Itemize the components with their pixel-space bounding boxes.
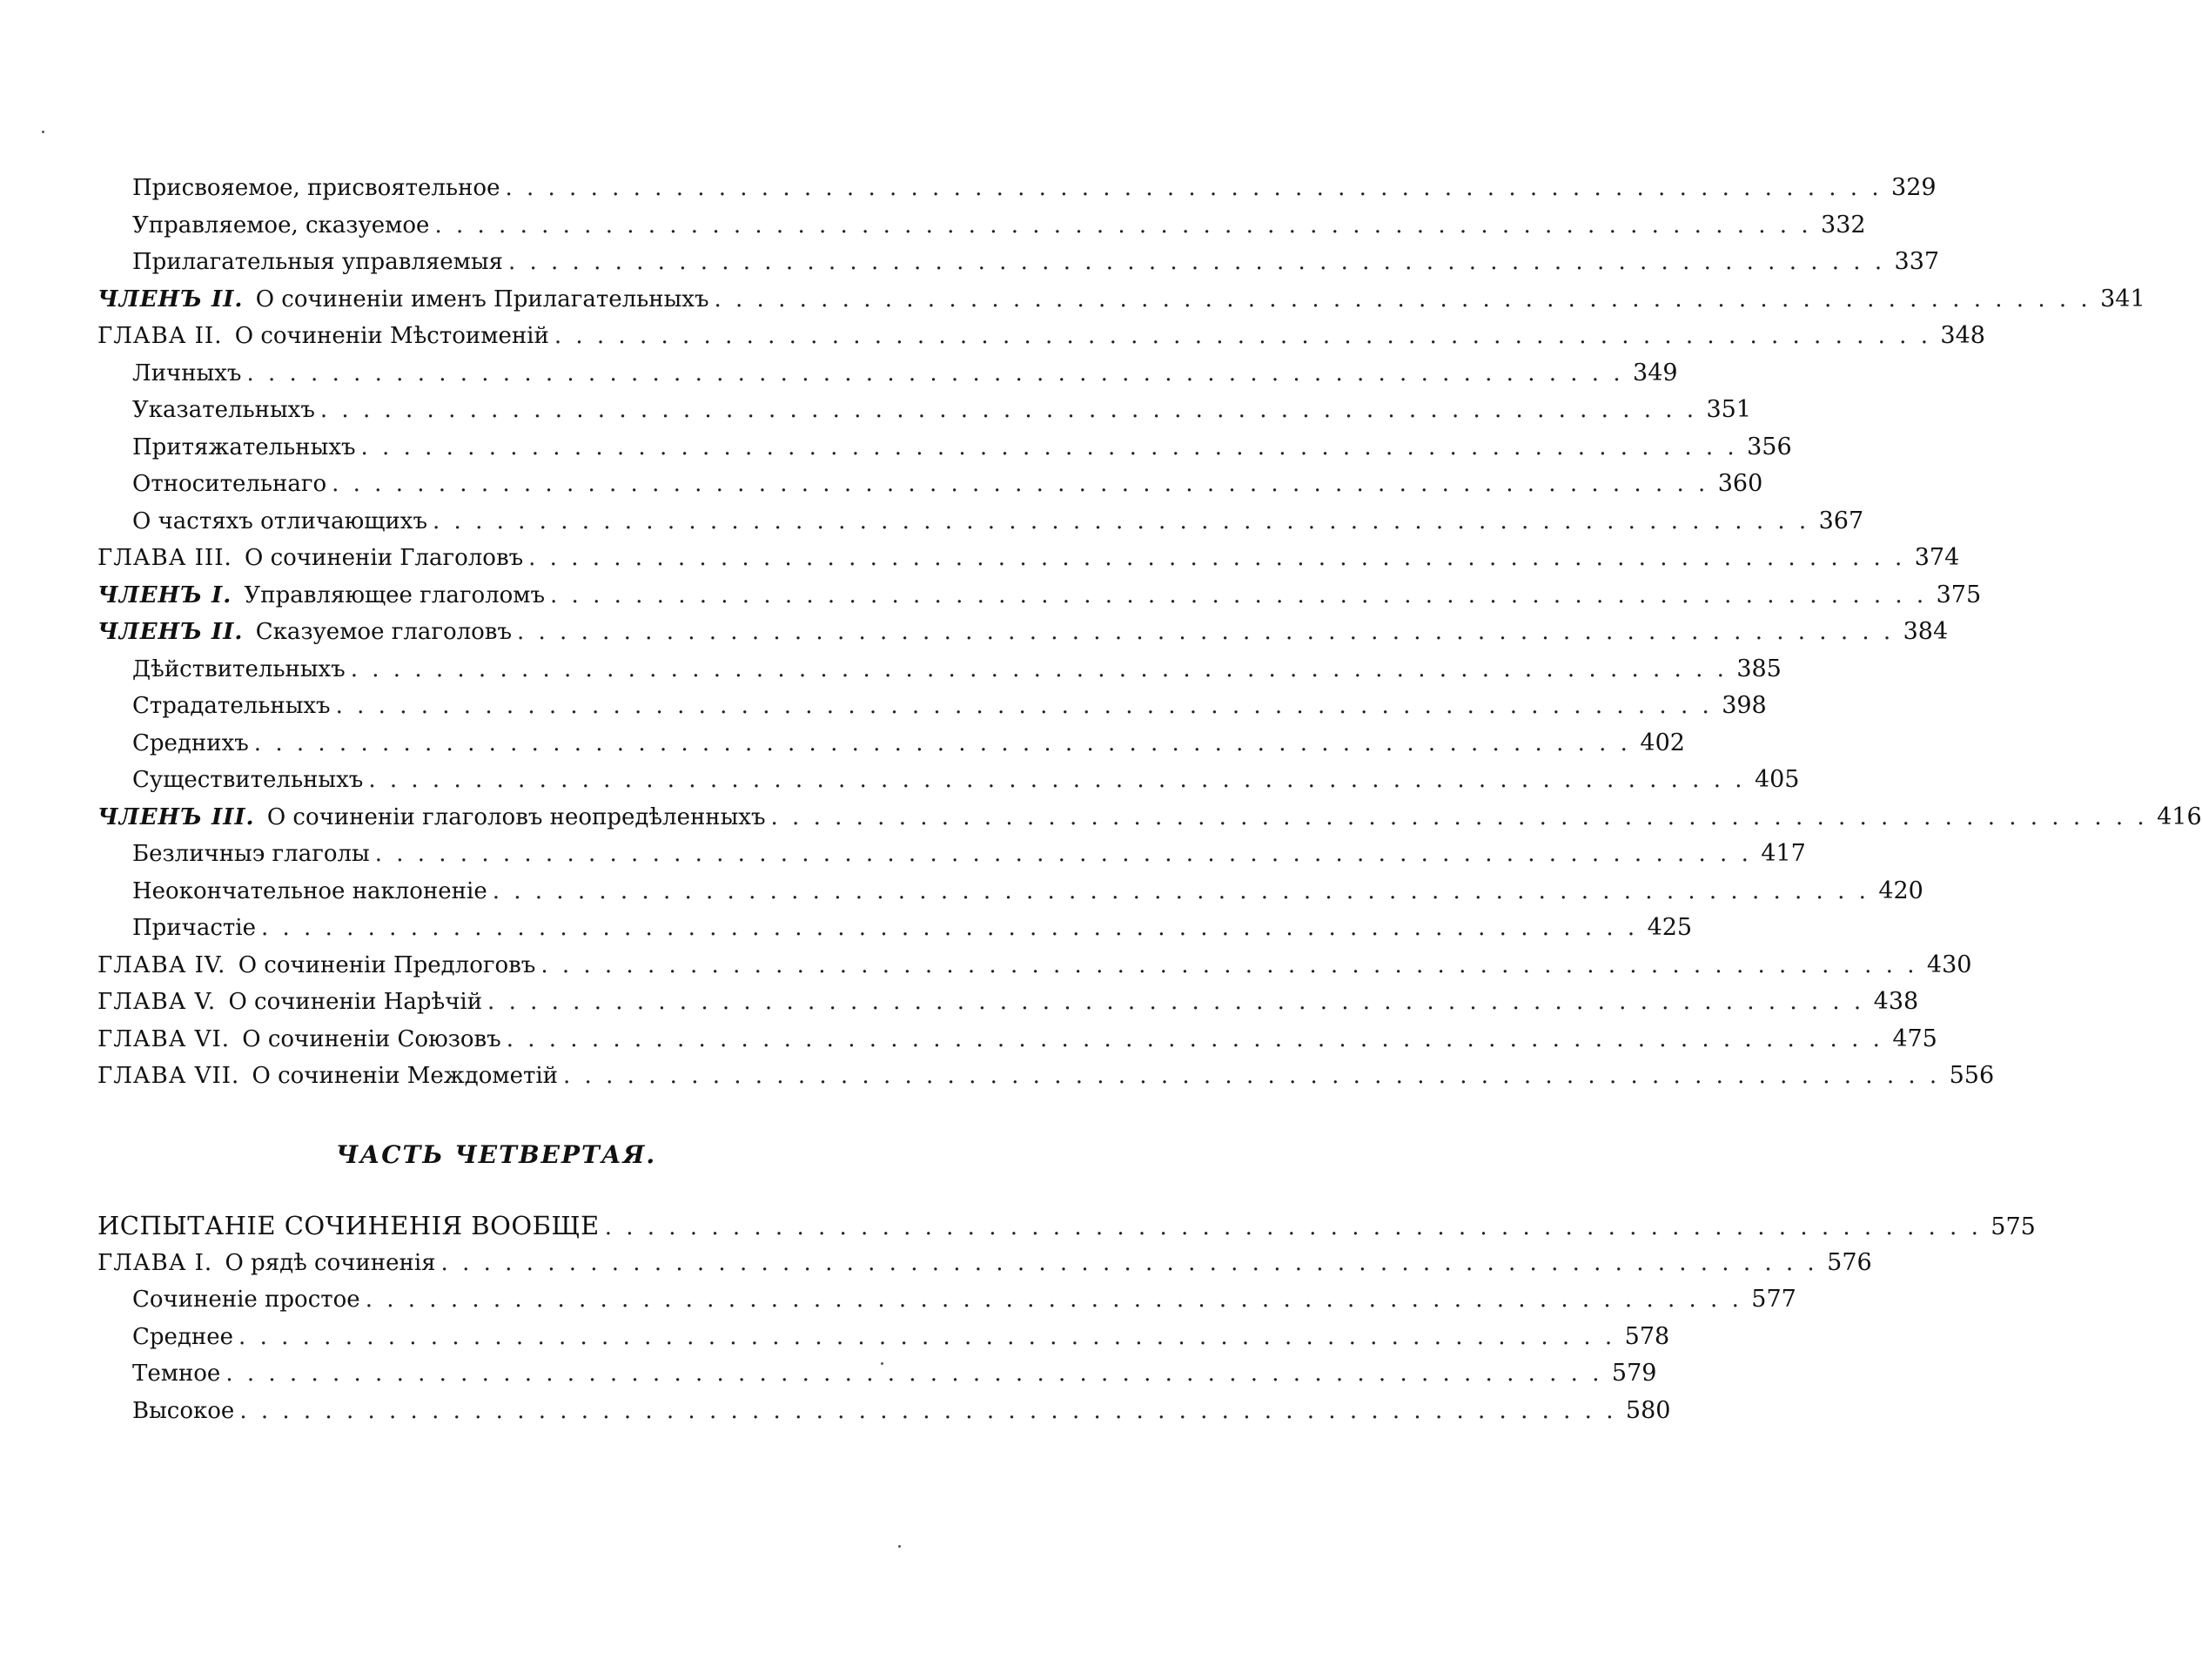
toc-entry-label: [97, 762, 363, 799]
toc-entry-title: Страдательныхъ: [132, 693, 331, 719]
dot-leader: [366, 1281, 1742, 1319]
toc-entry-title: Притяжательныхъ: [132, 433, 356, 460]
toc-entry-label: [97, 503, 427, 541]
toc-entry-label: [97, 577, 545, 615]
toc-entry-label: [97, 244, 503, 281]
section-heading-part-four: ЧАСТЬ ЧЕТВЕРТАЯ.: [335, 1140, 657, 1169]
toc-entry-label: [97, 1245, 436, 1282]
toc-entry: [97, 762, 1800, 799]
toc-entry-page-number: 417: [1761, 840, 1806, 867]
toc-entry-page-number: 430: [1926, 951, 1972, 978]
toc-entry-label: [97, 540, 523, 577]
toc-entry-label: [97, 281, 709, 319]
dot-leader: [320, 392, 1697, 429]
toc-entry: [97, 1393, 1671, 1430]
toc-entry-label: [97, 1319, 233, 1356]
toc-entry: [97, 170, 1937, 207]
toc-entry-page-number: 356: [1747, 433, 1792, 460]
toc-entry-page-number: 374: [1914, 544, 1960, 571]
toc-entry-title: Среднее: [132, 1323, 234, 1350]
toc-entry-label: [97, 799, 766, 837]
toc-entry-title: Управляемое, сказуемое: [132, 212, 430, 239]
dot-leader: [605, 1209, 1982, 1247]
toc-entry: [97, 873, 1923, 911]
toc-entry-title: Указательныхъ: [132, 397, 315, 423]
toc-entry: [97, 577, 1982, 615]
toc-entry-prefix: ГЛАВА VII.: [97, 1063, 240, 1089]
toc-entry-page-number: 580: [1625, 1396, 1671, 1424]
toc-entry-title: О рядѣ сочиненія: [225, 1249, 436, 1276]
toc-entry-label: [97, 1393, 234, 1430]
toc-entry-label: [97, 170, 500, 207]
toc-entry-label: [97, 392, 315, 429]
dot-leader: [505, 170, 1882, 207]
toc-entry-title: Сказуемое глаголовъ: [255, 619, 512, 645]
dot-leader: [487, 984, 1864, 1021]
toc-entry-label: [97, 873, 487, 911]
toc-entry: [97, 503, 1864, 541]
toc-entry-prefix: ЧЛЕНЪ II.: [97, 619, 244, 645]
toc-entry-title: Среднихъ: [132, 729, 249, 756]
toc-entry-title: ИСПЫТАНІЕ СОЧИНЕНІЯ ВООБЩЕ: [97, 1211, 600, 1240]
toc-entry-title: О сочиненіи Глаголовъ: [245, 545, 524, 571]
toc-entry-page-number: 475: [1892, 1025, 1937, 1052]
dot-leader: [771, 799, 2148, 837]
toc-entry-title: О сочиненіи Мѣстоименій: [234, 323, 549, 349]
toc-entry: [97, 466, 1763, 503]
toc-entry-title: О сочиненіи глаголовъ неопредѣленныхъ: [266, 803, 766, 830]
toc-entry-page-number: 420: [1878, 877, 1923, 904]
toc-entry-label: [97, 207, 429, 245]
toc-entry-title: Управляющее глаголомъ: [244, 581, 546, 608]
toc-entry-prefix: ГЛАВА III.: [97, 545, 232, 571]
toc-entry-label: [97, 836, 370, 873]
toc-entry: [97, 1058, 1995, 1095]
toc-entry-page-number: 579: [1611, 1360, 1657, 1387]
toc-entry: [97, 984, 1919, 1021]
toc-entry-title: Высокое: [132, 1397, 235, 1424]
toc-entry-title: Дѣйствительныхъ: [132, 655, 346, 682]
toc-entry: [97, 1319, 1670, 1356]
toc-entry-page-number: 405: [1754, 766, 1800, 793]
toc-entry-title: Относительнаго: [132, 471, 327, 497]
toc-entry-title: О сочиненіи Предлоговъ: [238, 951, 536, 978]
toc-entry-prefix: ГЛАВА V.: [97, 989, 217, 1015]
toc-entry-page-number: 438: [1873, 988, 1919, 1015]
toc-entry: [97, 244, 1940, 281]
dot-leader: [517, 614, 1894, 651]
toc-entry: [97, 1245, 1872, 1282]
toc-entry-label: [97, 651, 346, 689]
toc-entry-page-number: 577: [1751, 1286, 1796, 1313]
toc-entry: [97, 1207, 2036, 1245]
toc-entry: [97, 540, 1960, 577]
toc-entry-title: Темное: [132, 1361, 221, 1387]
dot-leader: [540, 947, 1917, 984]
toc-entry-prefix: ЧЛЕНЪ III.: [97, 803, 255, 830]
toc-entry-title: Прилагательныя управляемыя: [132, 249, 503, 275]
dot-leader: [508, 244, 1885, 281]
toc-entry-label: [97, 466, 326, 503]
toc-entry: [97, 947, 1972, 984]
dot-leader: [361, 429, 1738, 467]
toc-entry-prefix: ГЛАВА VI.: [97, 1025, 230, 1052]
toc-entry-prefix: ЧЛЕНЪ I.: [97, 581, 232, 608]
toc-entry-title: Безличныэ глаголы: [132, 841, 370, 867]
toc-entry-label: [97, 355, 241, 393]
toc-entry-title: Личныхъ: [132, 360, 242, 386]
toc-entry-title: О сочиненіи Союзовъ: [242, 1025, 501, 1052]
toc-entry-page-number: 367: [1818, 507, 1864, 534]
dot-leader: [563, 1058, 1940, 1095]
toc-entry: [97, 725, 1685, 763]
toc-entry-page-number: 375: [1936, 581, 1982, 608]
toc-entry-page-number: 332: [1821, 211, 1866, 239]
toc-entry-label: [97, 1281, 360, 1319]
toc-entry-title: Существительныхъ: [132, 767, 364, 793]
toc-entry: [97, 1021, 1937, 1058]
toc-entry-title: О сочиненіи Междометій: [252, 1063, 559, 1089]
toc-entry-label: [97, 429, 356, 467]
dot-leader: [433, 503, 1809, 541]
toc-entry-label: [97, 1058, 558, 1095]
dot-leader: [528, 540, 1905, 577]
toc-entry-page-number: 348: [1940, 322, 1985, 349]
dot-leader: [238, 1319, 1615, 1356]
dot-leader: [336, 688, 1713, 725]
toc-entry-prefix: ГЛАВА II.: [97, 323, 223, 349]
toc-entry: [97, 318, 1985, 355]
toc-entry-page-number: 384: [1903, 618, 1949, 645]
toc-entry-prefix: ЧЛЕНЪ II.: [97, 286, 244, 312]
toc-entry-label: [97, 725, 249, 763]
dot-leader: [507, 1021, 1883, 1058]
toc-entry-page-number: 341: [2100, 285, 2145, 312]
toc-entry-label: [97, 1021, 501, 1058]
dot-leader: [239, 1393, 1616, 1430]
toc-entry: [97, 799, 2202, 837]
dot-leader: [715, 281, 2091, 319]
toc-entry-page-number: 351: [1706, 396, 1752, 423]
toc-entry-label: [97, 947, 535, 984]
toc-entry-page-number: 349: [1633, 359, 1678, 386]
toc-entry-label: [97, 1355, 220, 1393]
toc-entry-title: О частяхъ отличающихъ: [132, 507, 428, 534]
toc-entry-page-number: 556: [1949, 1062, 1995, 1089]
toc-entry-page-number: 578: [1624, 1322, 1670, 1350]
toc-entry-prefix: ГЛАВА I.: [97, 1249, 213, 1276]
toc-entry: [97, 688, 1767, 725]
dot-leader: [261, 910, 1638, 947]
dot-leader: [554, 318, 1931, 355]
toc-part-three-continued: [97, 170, 2202, 1095]
dot-leader: [332, 466, 1709, 503]
toc-entry-title: Сочиненіе простое: [132, 1287, 360, 1313]
toc-entry-page-number: 416: [2157, 803, 2202, 830]
dot-leader: [246, 355, 1623, 393]
toc-entry: [97, 651, 1782, 689]
toc-entry-title: О сочиненіи именъ Прилагательныхъ: [255, 286, 709, 312]
toc-entry-label: [97, 984, 482, 1021]
toc-entry-label: [97, 1207, 600, 1245]
toc-entry-page-number: 425: [1647, 914, 1693, 941]
dot-leader: [254, 725, 1631, 763]
dot-leader: [441, 1245, 1818, 1282]
toc-part-four: [97, 1207, 2036, 1429]
toc-entry-title: О сочиненіи Нарѣчій: [228, 989, 483, 1015]
dot-leader: [493, 873, 1870, 911]
toc-entry-page-number: 398: [1722, 692, 1767, 719]
toc-entry-page-number: 329: [1891, 174, 1937, 201]
toc-entry: [97, 392, 1752, 429]
toc-entry: [97, 281, 2145, 319]
toc-entry: [97, 1281, 1796, 1319]
toc-entry-title: Присвояемое, присвоятельное: [132, 175, 500, 201]
toc-entry-title: Причастіе: [132, 915, 256, 941]
toc-entry-prefix: ГЛАВА IV.: [97, 951, 226, 978]
dot-leader: [368, 762, 1745, 799]
toc-entry-label: [97, 688, 331, 725]
toc-entry: [97, 1355, 1657, 1393]
toc-entry-page-number: 385: [1736, 655, 1782, 682]
toc-entry-label: [97, 318, 549, 355]
dot-leader: [351, 651, 1728, 689]
toc-entry-label: [97, 910, 256, 947]
toc-entry: [97, 910, 1693, 947]
toc-entry-page-number: 576: [1827, 1248, 1872, 1276]
toc-entry-label: [97, 614, 512, 651]
dot-leader: [550, 577, 1927, 615]
dot-leader: [225, 1355, 1602, 1393]
toc-entry-title: Неокончательное наклоненіе: [132, 877, 487, 904]
toc-entry: [97, 614, 1949, 651]
dot-leader: [434, 207, 1811, 245]
toc-entry: [97, 355, 1678, 393]
toc-entry-page-number: 337: [1894, 248, 1940, 275]
toc-entry-page-number: 402: [1640, 729, 1685, 756]
dot-leader: [375, 836, 1752, 873]
toc-entry-page-number: 575: [1991, 1213, 2036, 1240]
toc-entry-page-number: 360: [1717, 470, 1763, 497]
toc-entry: [97, 429, 1792, 467]
toc-entry: [97, 836, 1806, 873]
toc-entry: [97, 207, 1866, 245]
